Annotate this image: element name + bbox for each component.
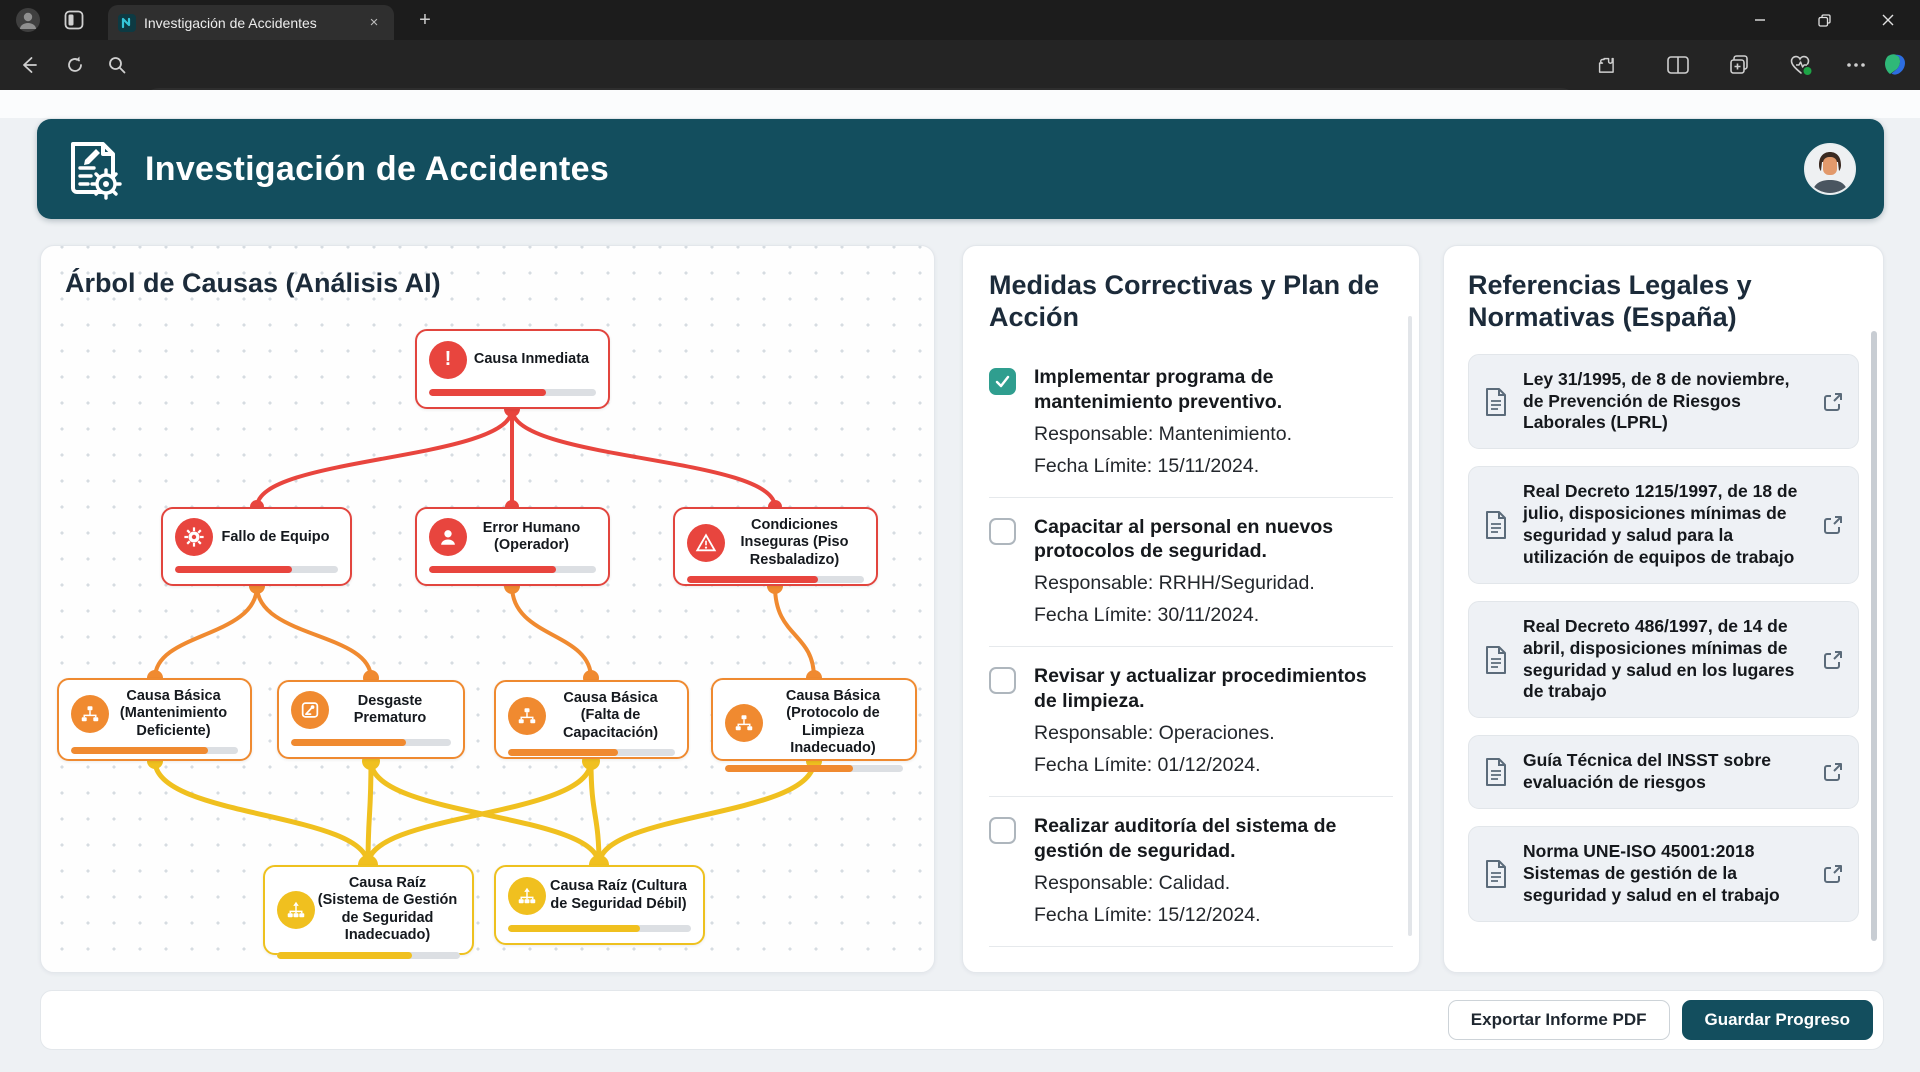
reference-text: Ley 31/1995, de 8 de noviembre, de Prevención de Riesgos Laborales (LPRL): [1523, 368, 1790, 433]
reference-card[interactable]: [1468, 601, 1859, 719]
progress-bar: [429, 389, 596, 396]
reference-text: Real Decreto 486/1997, de 14 de abril, disposiciones mínimas de seguridad y salud en los lugares de trabajo: [1523, 615, 1795, 702]
workspaces-icon[interactable]: [60, 0, 88, 40]
sitemap-icon: [508, 697, 546, 735]
person-icon: [429, 518, 467, 556]
measure-item: [989, 647, 1393, 797]
search-icon[interactable]: [104, 40, 130, 90]
measure-task: Realizar auditoría del sistema de gestión de seguridad.: [1034, 815, 1337, 863]
progress-bar: [508, 749, 675, 756]
progress-bar: [291, 739, 451, 746]
reference-card[interactable]: [1468, 354, 1859, 450]
document-icon: [1483, 859, 1509, 889]
measure-task: Implementar programa de mantenimiento preventivo.: [1034, 365, 1283, 413]
new-tab-button[interactable]: +: [419, 8, 431, 31]
reference-card[interactable]: [1468, 826, 1859, 922]
restore-button[interactable]: [1792, 0, 1856, 40]
measure-deadline: Fecha Límite: 01/12/2024.: [1034, 754, 1261, 777]
node-condiciones-inseguras[interactable]: Condiciones Inseguras (Piso Resbaladizo): [673, 507, 878, 586]
external-link-icon[interactable]: [1822, 391, 1844, 413]
measure-item: [989, 498, 1393, 648]
references-title: Referencias Legales y Normativas (España): [1468, 270, 1752, 332]
measure-item: [989, 797, 1393, 947]
measure-checkbox[interactable]: [989, 518, 1016, 545]
page-title: Investigación de Accidentes: [145, 149, 610, 188]
web-page: [0, 90, 1920, 1072]
measure-deadline: Fecha Límite: 15/12/2024.: [1034, 904, 1261, 927]
tab-title: Investigación de Accidentes: [144, 14, 317, 31]
cause-tree-title: Árbol de Causas (Análisis AI): [65, 268, 441, 298]
node-causa-basica-capacitacion[interactable]: Causa Básica (Falta de Capacitación): [494, 680, 689, 759]
reference-text: Guía Técnica del INSST sobre evaluación de riesgos: [1523, 750, 1771, 793]
external-link-icon[interactable]: [1822, 863, 1844, 885]
measure-deadline: Fecha Límite: 15/11/2024.: [1034, 454, 1260, 477]
document-icon: [1483, 645, 1509, 675]
measures-title: Medidas Correctivas y Plan de Acción: [989, 270, 1380, 332]
browser-tab[interactable]: [108, 5, 394, 40]
progress-bar: [175, 566, 338, 573]
measure-task: Capacitar al personal en nuevos protocolos de seguridad.: [1034, 515, 1334, 563]
alert-icon: !: [429, 341, 467, 379]
measures-scrollbar[interactable]: [1408, 316, 1412, 936]
cause-tree-panel: [40, 245, 935, 973]
measure-responsible: Responsable: RRHH/Seguridad.: [1034, 572, 1315, 595]
sitemap-icon: [725, 704, 763, 742]
minimize-button[interactable]: [1728, 0, 1792, 40]
reference-card[interactable]: [1468, 735, 1859, 809]
node-error-humano[interactable]: Error Humano (Operador): [415, 507, 610, 586]
app-header: [37, 119, 1884, 219]
node-fallo-de-equipo[interactable]: Fallo de Equipo: [161, 507, 352, 586]
progress-bar: [71, 747, 238, 754]
collections-icon[interactable]: [1726, 40, 1754, 90]
node-causa-basica-mantenimiento[interactable]: Causa Básica (Mantenimiento Deficiente): [57, 678, 252, 761]
progress-bar: [687, 576, 864, 583]
measure-checkbox[interactable]: [989, 817, 1016, 844]
node-causa-raiz-cultura[interactable]: Causa Raíz (Cultura de Seguridad Débil): [494, 865, 705, 945]
references-scrollbar[interactable]: [1871, 331, 1877, 941]
sitemap-icon: [277, 891, 315, 929]
node-causa-inmediata[interactable]: ! Causa Inmediata: [415, 329, 610, 409]
measure-item: [989, 348, 1393, 498]
progress-bar: [508, 925, 691, 932]
tab-close-icon[interactable]: ×: [369, 14, 379, 31]
browser-titlebar: [0, 0, 1920, 40]
external-link-icon[interactable]: [1822, 514, 1844, 536]
close-button[interactable]: [1856, 0, 1920, 40]
user-avatar[interactable]: [1804, 143, 1856, 195]
copilot-icon[interactable]: [1878, 40, 1912, 90]
corrective-measures-panel: [962, 245, 1420, 973]
progress-bar: [429, 566, 596, 573]
progress-bar: [725, 765, 903, 772]
progress-bar: [277, 952, 460, 959]
action-bar: [40, 990, 1884, 1050]
browser-essentials-icon[interactable]: [1786, 40, 1816, 90]
reference-text: Norma UNE-ISO 45001:2018 Sistemas de gestión de la seguridad y salud en el trabajo: [1523, 841, 1780, 905]
browser-toolbar: [0, 40, 1920, 90]
page-top-strip: [0, 90, 1920, 118]
reference-card[interactable]: [1468, 466, 1859, 584]
gear-icon: [175, 518, 213, 556]
split-screen-icon[interactable]: [1664, 40, 1692, 90]
extensions-icon[interactable]: [1592, 40, 1620, 90]
measure-responsible: Responsable: Operaciones.: [1034, 722, 1275, 745]
settings-more-icon[interactable]: [1842, 40, 1870, 90]
report-gear-icon: [65, 138, 123, 200]
measure-checkbox[interactable]: [989, 368, 1016, 395]
machine-icon: [291, 691, 329, 729]
measure-task: Revisar y actualizar procedimientos de limpieza.: [1034, 665, 1367, 713]
refresh-icon[interactable]: [62, 40, 88, 90]
legal-references-panel: [1443, 245, 1884, 973]
document-icon: [1483, 510, 1509, 540]
external-link-icon[interactable]: [1822, 649, 1844, 671]
sitemap-icon: [71, 695, 109, 733]
sitemap-icon: [508, 877, 546, 915]
document-icon: [1483, 387, 1509, 417]
node-desgaste-prematuro[interactable]: Desgaste Prematuro: [277, 680, 465, 759]
measure-responsible: Responsable: Mantenimiento.: [1034, 422, 1292, 445]
document-icon: [1483, 757, 1509, 787]
measure-checkbox[interactable]: [989, 667, 1016, 694]
tab-favicon-icon: [118, 14, 136, 32]
export-pdf-button[interactable]: Exportar Informe PDF: [1448, 1000, 1670, 1040]
node-causa-basica-protocolo[interactable]: Causa Básica (Protocolo de Limpieza Inadecuado): [711, 678, 917, 761]
browser-profile-icon[interactable]: [14, 0, 42, 40]
node-causa-raiz-sistema[interactable]: Causa Raíz (Sistema de Gestión de Seguridad Inadecuado): [263, 865, 474, 955]
external-link-icon[interactable]: [1822, 761, 1844, 783]
back-icon[interactable]: [16, 40, 42, 90]
measure-deadline: Fecha Límite: 30/11/2024.: [1034, 604, 1260, 627]
reference-text: Real Decreto 1215/1997, de 18 de julio, disposiciones mínimas de seguridad y salud para la utilización de equipos de trabajo: [1523, 481, 1798, 567]
measure-responsible: Responsable: Calidad.: [1034, 872, 1231, 895]
warning-icon: [687, 524, 725, 562]
save-progress-button[interactable]: Guardar Progreso: [1682, 1000, 1874, 1040]
